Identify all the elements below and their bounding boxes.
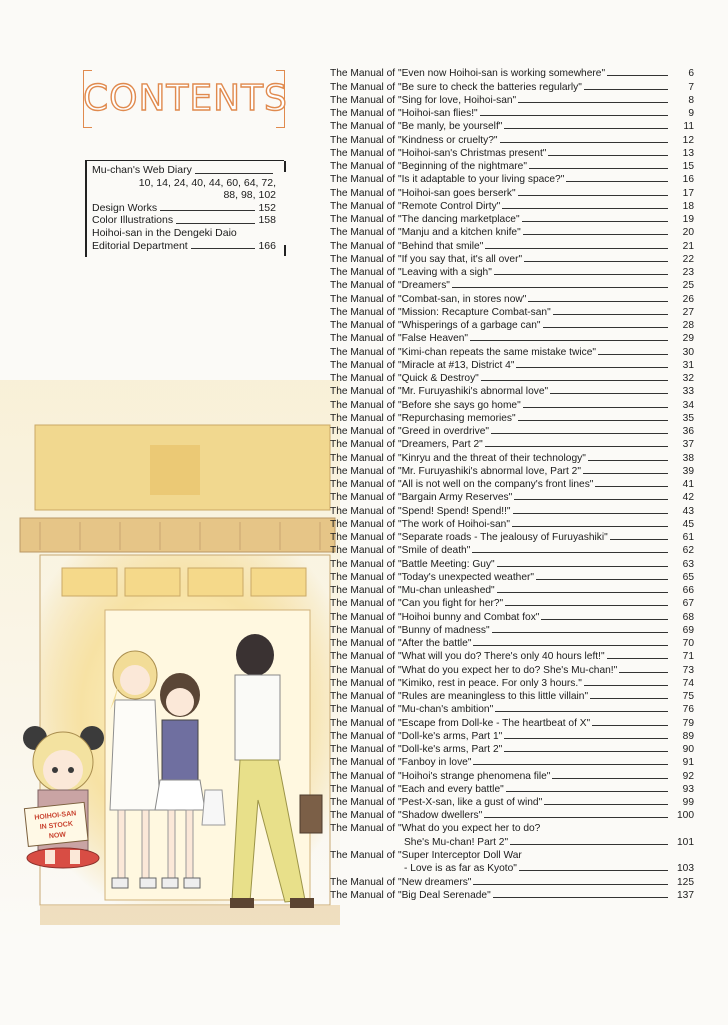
toc-entry-page: 73 (682, 664, 694, 676)
leader-line (516, 367, 668, 368)
toc-entry-page: 39 (682, 465, 694, 477)
toc-entry-title: The Manual of "Hoihoi-san flies!" (330, 108, 478, 119)
toc-entry-title: The Manual of "Beginning of the nightmare" (330, 161, 527, 172)
toc-entry-page: 23 (682, 267, 694, 278)
toc-entry-page: 22 (682, 253, 694, 265)
leader-line (590, 698, 668, 699)
toc-entry (330, 425, 694, 438)
toc-entry-page: 9 (688, 108, 694, 119)
leader-line (518, 195, 668, 196)
leader-line (160, 210, 255, 211)
leader-line (497, 566, 668, 567)
leader-line (512, 526, 668, 527)
dengeki-entry (87, 240, 284, 253)
sign-line-3: NOW (48, 831, 67, 841)
awning (20, 518, 335, 552)
toc-entry-page: 37 (682, 439, 694, 451)
toc-entry (330, 372, 694, 385)
toc-entry-title: The Manual of "Today's unexpected weather" (330, 571, 534, 583)
color-entry (87, 214, 284, 227)
toc-entry (330, 133, 694, 146)
leader-line (504, 738, 668, 739)
toc-entry-page: 16 (682, 174, 694, 186)
toc-entry-page: 63 (682, 558, 694, 570)
toc-entry-title: The Manual of "Mu-chan's ambition" (330, 704, 494, 716)
toc-entry-page: 29 (682, 333, 694, 345)
toc-entry-page: 71 (682, 651, 694, 663)
toc-entry (330, 451, 694, 464)
toc-entry (330, 796, 694, 809)
leader-line (584, 89, 668, 90)
toc-entry-title: The Manual of "Can you fight for her?" (330, 598, 504, 610)
toc-entry-title: The Manual of "Quick & Destroy" (330, 373, 479, 384)
toc-entry-page: 137 (677, 889, 694, 901)
toc-entry (330, 571, 694, 584)
leader-line (541, 619, 668, 620)
toc-entry (330, 412, 694, 425)
toc-entry-page: 21 (682, 240, 694, 252)
leader-line (494, 274, 668, 275)
toc-entry-title: The Manual of "Super Interceptor Doll War (330, 849, 522, 861)
toc-entry (330, 147, 694, 160)
toc-entry (330, 491, 694, 504)
toc-entry-page: 33 (682, 386, 694, 398)
toc-entry (330, 279, 694, 292)
toc-entry-page: 89 (682, 730, 694, 742)
toc-entry (330, 637, 694, 650)
leader-line (484, 817, 668, 818)
toc-entry (330, 730, 694, 743)
toc-entry-title: The Manual of "Dreamers" (330, 280, 450, 292)
toc-entry-title: The Manual of "Before she says go home" (330, 399, 521, 411)
toc-entry (330, 716, 694, 729)
leader-line (523, 407, 668, 408)
toc-entry (330, 849, 694, 876)
toc-entry-page: 101 (677, 836, 694, 848)
toc-entry-line-2 (330, 862, 694, 875)
toc-entry-page: 8 (688, 94, 694, 106)
toc-entry (330, 213, 694, 226)
toc-entry (330, 875, 694, 888)
toc-entry (330, 610, 694, 623)
leader-line (491, 433, 668, 434)
leader-line (473, 645, 668, 646)
toc-entry (330, 584, 694, 597)
toc-entry-title: The Manual of "Mu-chan unleashed" (330, 585, 495, 596)
toc-entry-page: 26 (682, 293, 694, 305)
toc-entry-page: 68 (682, 611, 694, 623)
toc-entry (330, 292, 694, 305)
toc-entry-title: The Manual of "If you say that, it's all over" (330, 253, 523, 265)
toc-entry-page: 69 (682, 624, 694, 636)
toc-entry-page: 30 (682, 346, 694, 358)
toc-entry-title: The Manual of "Even now Hoihoi-san is working somewhere" (330, 68, 606, 80)
leader-line (492, 632, 668, 633)
page-title: CONTENTS (83, 78, 288, 119)
leader-line (524, 261, 668, 262)
leader-line (473, 764, 668, 765)
toc-entry-page: 38 (682, 452, 694, 464)
leader-line (583, 473, 668, 474)
color-page: 158 (258, 214, 276, 227)
toc-entry-title: The Manual of "Miracle at #13, District 4" (330, 359, 515, 371)
leader-line (452, 287, 668, 288)
leader-line (544, 804, 668, 805)
toc-entry-title: The Manual of "Hoihoi's strange phenomena file" (330, 770, 551, 782)
toc-entry-page: 35 (682, 412, 694, 424)
leader-line (522, 221, 668, 222)
toc-entry (330, 438, 694, 451)
leader-line (607, 658, 668, 659)
toc-entry (330, 677, 694, 690)
briefcase (300, 795, 322, 833)
toc-entry-title: The Manual of "Greed in overdrive" (330, 426, 489, 437)
toc-entry-page: 65 (682, 571, 694, 583)
leader-line (191, 248, 256, 249)
toc-entry (330, 690, 694, 703)
toc-entry-page: 91 (682, 757, 694, 769)
toc-entry-page: 18 (682, 200, 694, 212)
toc-entry-page: 100 (677, 810, 694, 822)
toc-entry-title: The Manual of "Mission: Recapture Combat-san" (330, 306, 551, 318)
toc-entry (330, 239, 694, 252)
toc-entry-title: The Manual of "Repurchasing memories" (330, 412, 516, 424)
toc-entry-title: The Manual of "The dancing marketplace" (330, 214, 520, 225)
leader-line (497, 592, 668, 593)
toc-entry-title: The Manual of "Big Deal Serenade" (330, 889, 491, 901)
leader-line (553, 314, 668, 315)
toc-entry-title: The Manual of "Kimiko, rest in peace. For only 3 hours." (330, 677, 582, 689)
toc-entry-title: The Manual of "Whisperings of a garbage can" (330, 320, 541, 331)
diary-entry (87, 164, 284, 177)
toc-entry-title: The Manual of "Each and every battle" (330, 783, 504, 795)
leader-line (588, 460, 668, 461)
toc-entry-title: The Manual of "Shadow dwellers" (330, 810, 483, 822)
toc-entry (330, 200, 694, 213)
toc-entry-title: The Manual of "Doll-ke's arms, Part 1" (330, 730, 503, 742)
toc-entry (330, 597, 694, 610)
toc-entry-page: 79 (682, 717, 694, 729)
toc-entry-title: The Manual of "Fanboy in love" (330, 757, 472, 769)
toc-entry-title: The Manual of "Kimi-chan repeats the same mistake twice" (330, 346, 596, 358)
toc-entry-title: The Manual of "Be sure to check the batteries regularly" (330, 81, 582, 93)
toc-entry-page: 25 (682, 280, 694, 292)
toc-entry (330, 319, 694, 332)
toc-entry-page: 13 (682, 147, 694, 159)
leader-line (176, 223, 255, 224)
toc-entry (330, 544, 694, 557)
toc-entry (330, 531, 694, 544)
toc-entry-page: 27 (682, 306, 694, 318)
toc-entry (330, 173, 694, 186)
box-tick-top (284, 161, 286, 172)
toc-entry-page: 61 (682, 532, 694, 543)
toc-entry-page: 75 (682, 691, 694, 702)
toc-entry-title: The Manual of "Hoihoi-san goes berserk" (330, 187, 516, 199)
toc-entry-title: The Manual of "The work of Hoihoi-san" (330, 518, 510, 530)
toc-entry-title: The Manual of "What do you expect her to do? (330, 823, 541, 835)
toc-entry-page: 99 (682, 797, 694, 808)
toc-entry-title: The Manual of "Behind that smile" (330, 240, 484, 252)
diary-pages-2: 88, 98, 102 (223, 189, 276, 202)
dengeki-label-2: Editorial Department (92, 239, 188, 252)
toc-entry (330, 120, 694, 133)
toc-entry-page: 41 (682, 479, 694, 490)
toc-entry-title: The Manual of "Mr. Furuyashiki's abnormal love" (330, 386, 549, 398)
shopping-bag (202, 790, 225, 825)
toc-entry-title: The Manual of "Mr. Furuyashiki's abnormal love, Part 2" (330, 465, 581, 477)
leader-line (548, 155, 668, 156)
toc-entry-title: The Manual of "Is it adaptable to your living space?" (330, 174, 565, 186)
toc-entry (330, 889, 694, 902)
leader-line (510, 844, 668, 845)
diary-pages: 10, 14, 24, 40, 44, 60, 64, 72, (138, 176, 276, 189)
toc-entry-title: The Manual of "False Heaven" (330, 333, 469, 345)
dengeki-label-1: Hoihoi-san in the Dengeki Daio (92, 226, 237, 239)
toc-entry (330, 703, 694, 716)
toc-entry-title: The Manual of "Bunny of madness" (330, 624, 490, 636)
toc-entry-title: The Manual of "Spend! Spend! Spend!!" (330, 505, 511, 517)
contents-title-block (83, 70, 288, 128)
leader-line (519, 870, 668, 871)
toc-entry-page: 70 (682, 638, 694, 649)
leader-line (518, 420, 668, 421)
toc-entry-page: 66 (682, 585, 694, 596)
toc-entry-page: 15 (682, 161, 694, 172)
design-entry (87, 202, 284, 215)
leader-line (523, 234, 668, 235)
leader-line (514, 499, 668, 500)
leader-line (195, 173, 273, 174)
leader-line (619, 672, 668, 673)
toc-entry-page: 17 (682, 187, 694, 199)
toc-entry-title: The Manual of "Smile of death" (330, 545, 471, 557)
toc-entry (330, 226, 694, 239)
doll-pedestal (27, 848, 99, 868)
leader-line (472, 552, 668, 553)
toc-entry (330, 756, 694, 769)
toc-entry-page: 43 (682, 505, 694, 517)
leader-line (480, 115, 668, 116)
toc-entry-page: 31 (682, 359, 694, 371)
leader-line (598, 354, 668, 355)
toc-entry (330, 465, 694, 478)
toc-entry (330, 557, 694, 570)
leader-line (584, 685, 668, 686)
toc-entry (330, 769, 694, 782)
toc-entry-title: The Manual of "Manju and a kitchen knife" (330, 227, 521, 239)
in-stock-sign (24, 802, 88, 846)
toc-entry-title: The Manual of "Hoihoi bunny and Combat fox" (330, 611, 540, 623)
toc-entry-title: The Manual of "Kindness or cruelty?" (330, 134, 498, 146)
toc-entry (330, 743, 694, 756)
toc-entry-title: The Manual of "Sing for love, Hoihoi-san" (330, 94, 517, 106)
toc-entry (330, 624, 694, 637)
toc-entry-page: 6 (688, 68, 694, 80)
toc-entry-title: The Manual of "Leaving with a sigh" (330, 267, 492, 278)
toc-entry (330, 80, 694, 93)
color-label: Color Illustrations (92, 214, 174, 227)
box-tick-bottom (284, 245, 286, 256)
toc-entry-page: 103 (677, 863, 694, 875)
leader-line (513, 513, 668, 514)
leader-line (504, 128, 668, 129)
design-label: Design Works (92, 201, 158, 214)
toc-entry-title: The Manual of "Dreamers, Part 2" (330, 439, 483, 451)
leader-line (495, 711, 668, 712)
toc-entry-page: 93 (682, 783, 694, 795)
leader-line (607, 75, 668, 76)
toc-entry-page: 11 (683, 121, 694, 133)
toc-entry (330, 398, 694, 411)
toc-entry-page: 45 (682, 518, 694, 530)
toc-entry (330, 385, 694, 398)
toc-entry-title: The Manual of "Escape from Doll-ke - The heartbeat of X" (330, 717, 591, 729)
leader-line (502, 208, 668, 209)
leader-line (552, 778, 668, 779)
toc-entry (330, 160, 694, 173)
toc-entry-page: 92 (682, 770, 694, 782)
leader-line (485, 446, 668, 447)
toc-entry (330, 504, 694, 517)
toc-entry-title: The Manual of "Kinryu and the threat of their technology" (330, 452, 586, 464)
toc-entry (330, 94, 694, 107)
toc-entry-title: The Manual of "All is not well on the company's front lines" (330, 479, 594, 490)
toc-entry-title-2: - Love is as far as Kyoto" (404, 863, 517, 875)
toc-entry-page: 74 (682, 677, 694, 689)
diary-label: Mu-chan's Web Diary (92, 164, 192, 176)
leader-line (543, 327, 668, 328)
toc-entry-page: 19 (682, 214, 694, 225)
leader-line (505, 605, 668, 606)
toc-entry-page: 28 (682, 320, 694, 331)
leader-line (481, 380, 668, 381)
leader-line (506, 791, 668, 792)
toc-entry (330, 332, 694, 345)
toc-entry-title-2: She's Mu-chan! Part 2" (404, 836, 509, 848)
toc-entry (330, 107, 694, 120)
toc-entry (330, 783, 694, 796)
toc-entry-page: 12 (682, 134, 694, 146)
leader-line (550, 393, 668, 394)
toc-entry (330, 809, 694, 822)
toc-entry-title: The Manual of "Bargain Army Reserves" (330, 492, 513, 504)
leader-line (500, 142, 669, 143)
toc-entry-page: 36 (682, 426, 694, 437)
toc-entry (330, 663, 694, 676)
toc-entry-title: The Manual of "Be manly, be yourself" (330, 121, 503, 133)
toc-entry (330, 478, 694, 491)
toc-entry-title: The Manual of "Combat-san, in stores now" (330, 293, 527, 305)
toc-entry (330, 359, 694, 372)
leader-line (592, 725, 668, 726)
leader-line (470, 340, 668, 341)
toc-entry-page: 34 (682, 399, 694, 411)
toc-entry-title: The Manual of "After the battle" (330, 638, 472, 649)
leader-line (566, 181, 668, 182)
toc-entry-page: 20 (682, 227, 694, 239)
toc-entry (330, 306, 694, 319)
storefront-illustration (0, 380, 340, 940)
toc-entry (330, 67, 694, 80)
toc-entry-page: 125 (677, 876, 694, 888)
toc-list (330, 67, 694, 902)
leader-line (518, 102, 668, 103)
toc-entry-page: 62 (682, 545, 694, 557)
toc-entry (330, 822, 694, 849)
toc-entry-title: The Manual of "What will you do? There's only 40 hours left!" (330, 651, 605, 663)
leader-line (485, 248, 668, 249)
leader-line (536, 579, 668, 580)
design-page: 152 (258, 201, 276, 214)
toc-entry-page: 42 (682, 492, 694, 504)
toc-entry-page: 7 (688, 81, 694, 93)
toc-entry (330, 345, 694, 358)
toc-entry-title: The Manual of "Remote Control Dirty" (330, 200, 501, 212)
toc-entry-title: The Manual of "What do you expect her to do? She's Mu-chan!" (330, 664, 618, 676)
toc-entry-page: 76 (682, 704, 694, 716)
toc-entry (330, 266, 694, 279)
leader-line (473, 884, 668, 885)
leader-line (504, 751, 668, 752)
leader-line (528, 301, 668, 302)
toc-entry (330, 518, 694, 531)
toc-entry (330, 650, 694, 663)
toc-entry-title: The Manual of "Rules are meaningless to this little villain" (330, 691, 589, 702)
toc-entry-title: The Manual of "Separate roads - The jealousy of Furuyashiki" (330, 532, 608, 543)
toc-entry-page: 67 (682, 598, 694, 610)
dengeki-page: 166 (258, 239, 276, 252)
extras-box (85, 160, 284, 257)
sign-emblem (150, 445, 200, 495)
toc-entry-title: The Manual of "Battle Meeting: Guy" (330, 558, 495, 570)
toc-entry (330, 253, 694, 266)
toc-entry-page: 32 (682, 373, 694, 384)
leader-line (493, 897, 668, 898)
toc-entry-title: The Manual of "Hoihoi-san's Christmas present" (330, 147, 547, 159)
toc-entry-line-2 (330, 836, 694, 849)
leader-line (610, 539, 668, 540)
toc-entry-title: The Manual of "Doll-ke's arms, Part 2" (330, 744, 503, 755)
leader-line (595, 486, 668, 487)
toc-entry-page: 90 (682, 744, 694, 755)
sign-line-2: IN STOCK (39, 820, 74, 832)
toc-entry-title: The Manual of "New dreamers" (330, 876, 472, 888)
sign-line-1: HOIHOI-SAN (34, 810, 77, 822)
toc-entry-title: The Manual of "Pest-X-san, like a gust of wind" (330, 797, 543, 808)
leader-line (529, 168, 668, 169)
toc-entry (330, 186, 694, 199)
